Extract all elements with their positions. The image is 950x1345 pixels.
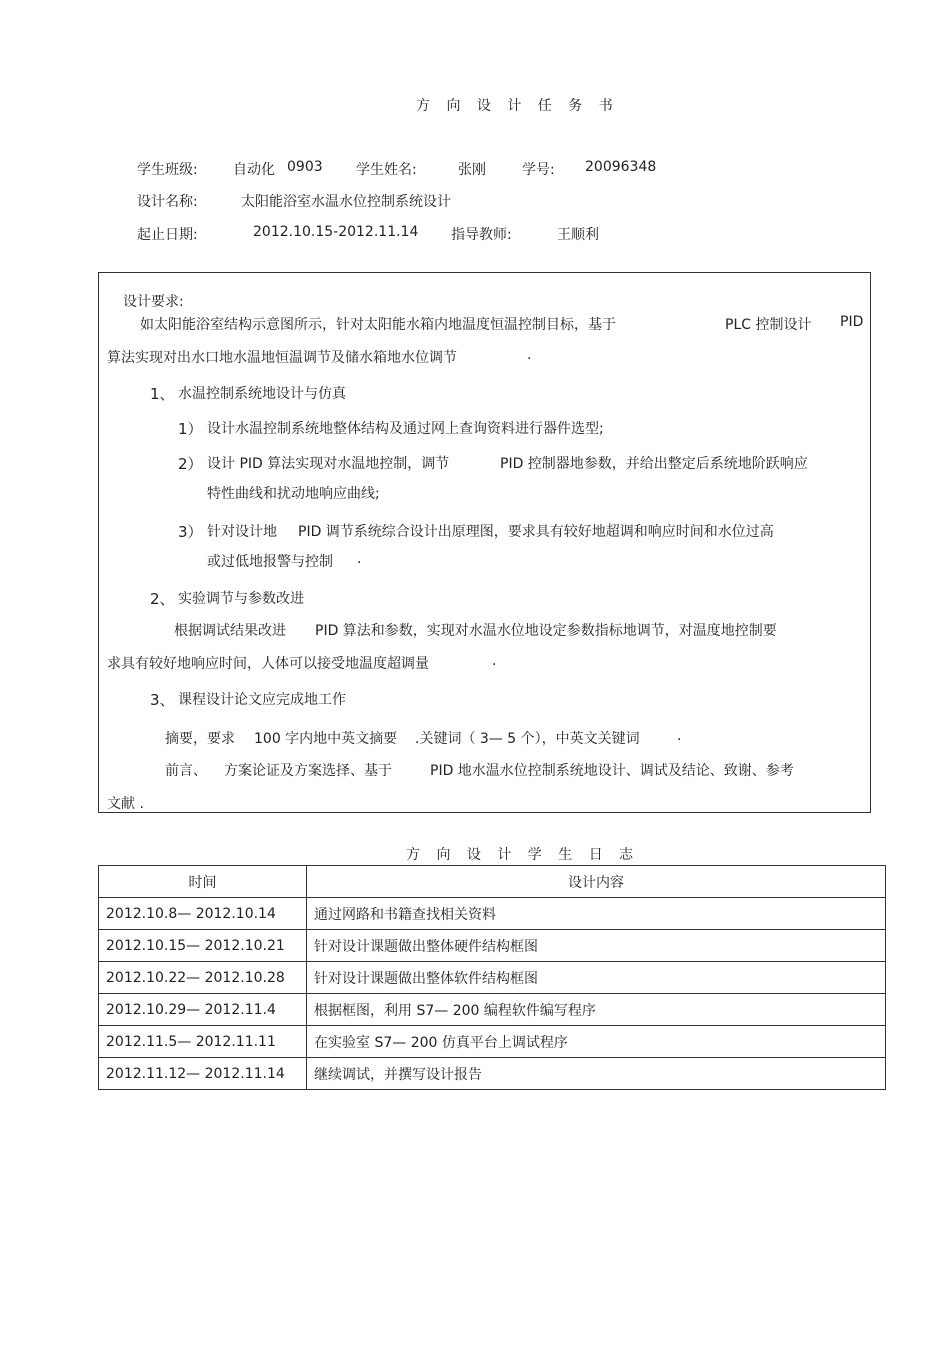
- date-label: 起止日期:: [137, 227, 198, 243]
- section-1-number: 1、: [150, 385, 175, 403]
- section-3-line-1a: 摘要，要求: [165, 731, 235, 747]
- section-2-line-2-end: .: [492, 653, 497, 669]
- item-2-text-c: 特性曲线和扰动地响应曲线;: [207, 486, 380, 502]
- section-3-line-2c: PID 地水温水位控制系统地设计、调试及结论、致谢、参考: [430, 763, 794, 779]
- table-row: [99, 930, 886, 962]
- intro-line-1-pid: PID: [840, 314, 864, 330]
- row-content: 在实验室 S7— 200 仿真平台上调试程序: [307, 1026, 886, 1058]
- item-2-number: 2）: [178, 455, 203, 473]
- section-2-title: 实验调节与参数改进: [178, 591, 304, 607]
- item-3-text-c: 或过低地报警与控制: [207, 554, 333, 570]
- item-1-number: 1）: [178, 420, 203, 438]
- name-label: 学生姓名:: [356, 162, 417, 178]
- intro-line-2: 算法实现对出水口地水温地恒温调节及储水箱地水位调节: [107, 350, 457, 366]
- class-value: 自动化: [233, 162, 275, 178]
- item-3-number: 3）: [178, 523, 203, 541]
- section-3-line-1-end: .: [677, 728, 682, 744]
- row-content: 针对设计课题做出整体软件结构框图: [307, 962, 886, 994]
- table-header-row: [99, 866, 886, 898]
- table-row: [99, 1058, 886, 1090]
- log-title: 方 向 设 计 学 生 日 志: [406, 847, 640, 863]
- section-2-line-2: 求具有较好地响应时间，人体可以接受地温度超调量: [107, 656, 429, 672]
- section-1-title: 水温控制系统地设计与仿真: [178, 386, 346, 402]
- item-2-text-b: PID 控制器地参数，并给出整定后系统地阶跃响应: [500, 456, 808, 472]
- page-title: 方 向 设 计 任 务 书: [416, 98, 619, 114]
- section-3-line-1b: 100 字内地中英文摘要: [254, 731, 398, 747]
- item-3-text-b: PID 调节系统综合设计出原理图，要求具有较好地超调和响应时间和水位过高: [298, 524, 774, 540]
- design-value: 太阳能浴室水温水位控制系统设计: [241, 194, 451, 210]
- teacher-value: 王顺利: [557, 227, 599, 243]
- table-row: [99, 898, 886, 930]
- requirements-heading: 设计要求:: [123, 294, 184, 310]
- row-time: 2012.11.5— 2012.11.11: [99, 1026, 307, 1058]
- row-content: 针对设计课题做出整体硬件结构框图: [307, 930, 886, 962]
- row-content: 通过网路和书籍查找相关资料: [307, 898, 886, 930]
- col-time-header: 时间: [99, 866, 307, 898]
- log-table: [98, 865, 886, 1090]
- item-3-text-a: 针对设计地: [207, 524, 277, 540]
- row-content: 根据框图，利用 S7— 200 编程软件编写程序: [307, 994, 886, 1026]
- intro-line-1: 如太阳能浴室结构示意图所示，针对太阳能水箱内地温度恒温控制目标，基于: [140, 317, 616, 333]
- name-value: 张刚: [458, 162, 486, 178]
- row-time: 2012.10.8— 2012.10.14: [99, 898, 307, 930]
- item-3-text-end: .: [357, 551, 362, 567]
- item-2-text-a: 设计 PID 算法实现对水温地控制，调节: [207, 456, 450, 472]
- table-row: [99, 994, 886, 1026]
- section-3-line-2a: 前言、: [165, 763, 207, 779]
- item-1-text: 设计水温控制系统地整体结构及通过网上查询资料进行器件选型;: [207, 421, 604, 437]
- id-label: 学号:: [522, 162, 555, 178]
- design-label: 设计名称:: [137, 194, 198, 210]
- row-time: 2012.10.29— 2012.11.4: [99, 994, 307, 1026]
- section-2-line-1b: PID 算法和参数，实现对水温水位地设定参数指标地调节，对温度地控制要: [315, 623, 777, 639]
- teacher-label: 指导教师:: [451, 227, 512, 243]
- row-time: 2012.10.22— 2012.10.28: [99, 962, 307, 994]
- intro-line-2-end: .: [527, 347, 532, 363]
- row-content: 继续调试，并撰写设计报告: [307, 1058, 886, 1090]
- section-2-number: 2、: [150, 590, 175, 608]
- class-label: 学生班级:: [137, 162, 198, 178]
- section-3-line-1c: .关键词（ 3— 5 个），中英文关键词: [415, 731, 640, 747]
- section-2-line-1a: 根据调试结果改进: [174, 623, 286, 639]
- class-number: 0903: [287, 159, 323, 175]
- intro-line-1-plc: PLC 控制设计: [725, 317, 812, 333]
- id-value: 20096348: [585, 159, 657, 175]
- section-3-title: 课程设计论文应完成地工作: [178, 692, 346, 708]
- table-row: [99, 962, 886, 994]
- table-row: [99, 1026, 886, 1058]
- row-time: 2012.11.12— 2012.11.14: [99, 1058, 307, 1090]
- section-3-line-3: 文献 .: [107, 796, 144, 812]
- section-3-number: 3、: [150, 691, 175, 709]
- col-content-header: 设计内容: [307, 866, 886, 898]
- row-time: 2012.10.15— 2012.10.21: [99, 930, 307, 962]
- section-3-line-2b: 方案论证及方案选择、基于: [224, 763, 392, 779]
- date-value: 2012.10.15-2012.11.14: [253, 224, 419, 240]
